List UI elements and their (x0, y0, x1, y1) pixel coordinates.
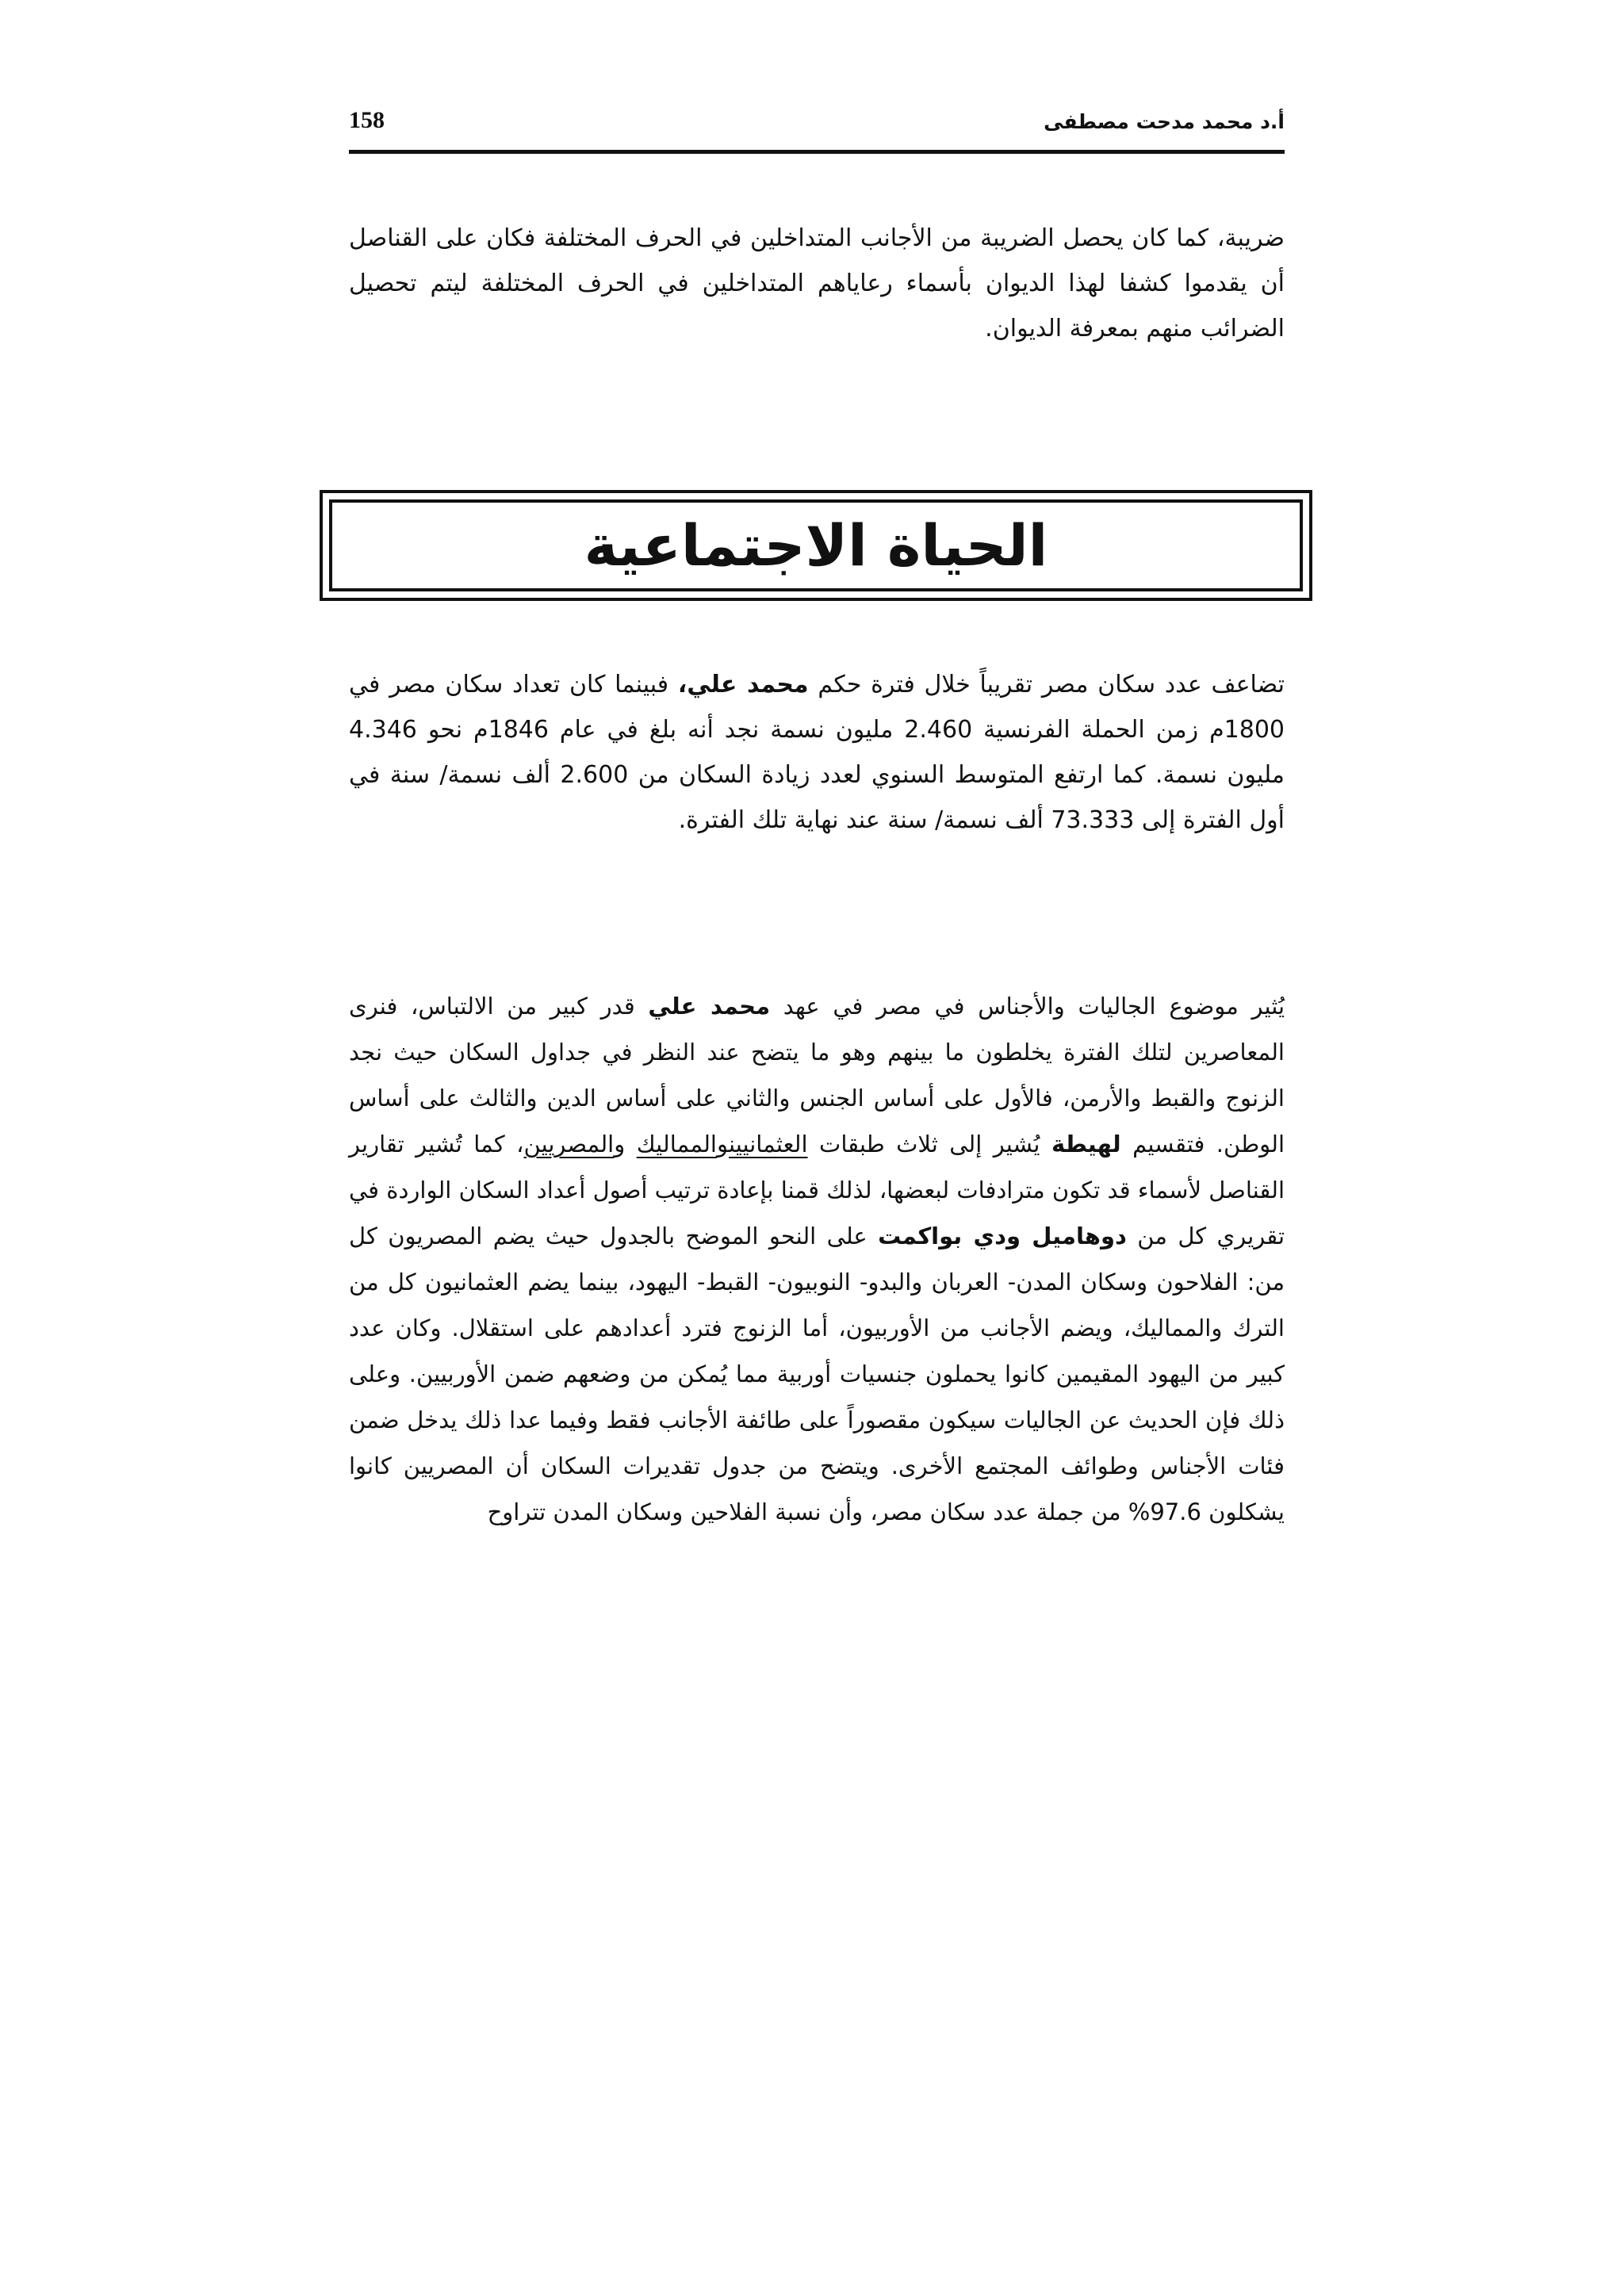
text-span: ، كما تُشير تقارير القناصل لأسماء قد تكون مترادفات لبعضها، لذلك قمنا بإعادة ترتيب أصول أعداد السكان الواردة في تقريري كل من (349, 1131, 1285, 1249)
text-span: على النحو الموضح بالجدول حيث يضم المصريون كل من: الفلاحون وسكان المدن- العربان والبدو- النوبيون- القبط- اليهود، بينما يضم العثمانيون كل من الترك والمماليك، ويضم الأجانب من الأوربيون، أما الزنوج فترد أعدادهم على استقلال. وكان عدد كبير من اليهود المقيمين كانوا يحملون جنسيات أوربية مما يُمكن من وضعهم ضمن الأوربيين. وعلى ذلك فإن الحديث عن الجاليات سيكون مقصوراً على طائفة الأجانب فقط وفيما عدا ذلك يدخل ضمن فئات الأجناس وطوائف المجتمع الأخرى. ويتضح من جدول تقديرات السكان أن المصريين كانوا يشكلون 97.6% من جملة عدد سكان مصر، وأن نسبة الفلاحين وسكان المدن تتراوح (349, 1223, 1285, 1525)
section-title-inner-border (329, 499, 1303, 591)
page-header (349, 107, 1285, 154)
text-span: و (614, 1131, 626, 1158)
text-span: تضاعف عدد سكان مصر تقريباً خلال فترة حكم (818, 671, 1285, 698)
population-paragraph (349, 662, 1285, 843)
text-span: قدر كبير من الالتباس، فنرى المعاصرين لتلك الفترة يخلطون ما بينهم وهو ما يتضح عند النظر في جداول السكان حيث نجد الزنوج والقبط والأرمن، فالأول على أساس الجنس والثاني على أساس الدين والثالث على أساس الوطن. فتقسيم (349, 993, 1285, 1158)
page-number: 158 (349, 107, 385, 133)
running-head-author: أ.د محمد مدحت مصطفى (1044, 110, 1285, 133)
bold-name: لهيطة (1051, 1131, 1121, 1158)
text-span: يُشير إلى ثلاث طبقات (819, 1131, 1040, 1158)
communities-paragraph (349, 983, 1285, 1535)
section-title-frame (320, 490, 1312, 601)
bold-name: محمد علي (648, 993, 771, 1020)
underlined-term: المماليك (636, 1131, 717, 1158)
bold-name: محمد علي، (677, 671, 809, 698)
section-title: الحياة الاجتماعية (584, 512, 1048, 579)
underlined-term: العثمانيين (728, 1131, 808, 1158)
text-span: فبينما كان تعداد سكان مصر في 1800م زمن الحملة الفرنسية 2.460 مليون نسمة نجد أنه بلغ في عام 1846م نحو 4.346 مليون نسمة. كما ارتفع المتوسط السنوي لعدد زيادة السكان من 2.600 ألف نسمة/ سنة في أول الفترة إلى 73.333 ألف نسمة/ سنة عند نهاية تلك الفترة. (349, 671, 1285, 834)
text-span: يُثير موضوع الجاليات والأجناس في مصر في عهد (783, 993, 1285, 1020)
underlined-term: المصريين (523, 1131, 615, 1158)
bold-name: دوهاميل ودي بواكمت (878, 1223, 1127, 1249)
text-span: و (717, 1131, 729, 1158)
intro-paragraph: ضريبة، كما كان يحصل الضريبة من الأجانب المتداخلين في الحرف المختلفة فكان على القناصل أن يقدموا كشفا لهذا الديوان بأسماء رعاياهم المتداخلين في الحرف المختلفة ليتم تحصيل الضرائب منهم بمعرفة الديوان. (349, 224, 1285, 342)
